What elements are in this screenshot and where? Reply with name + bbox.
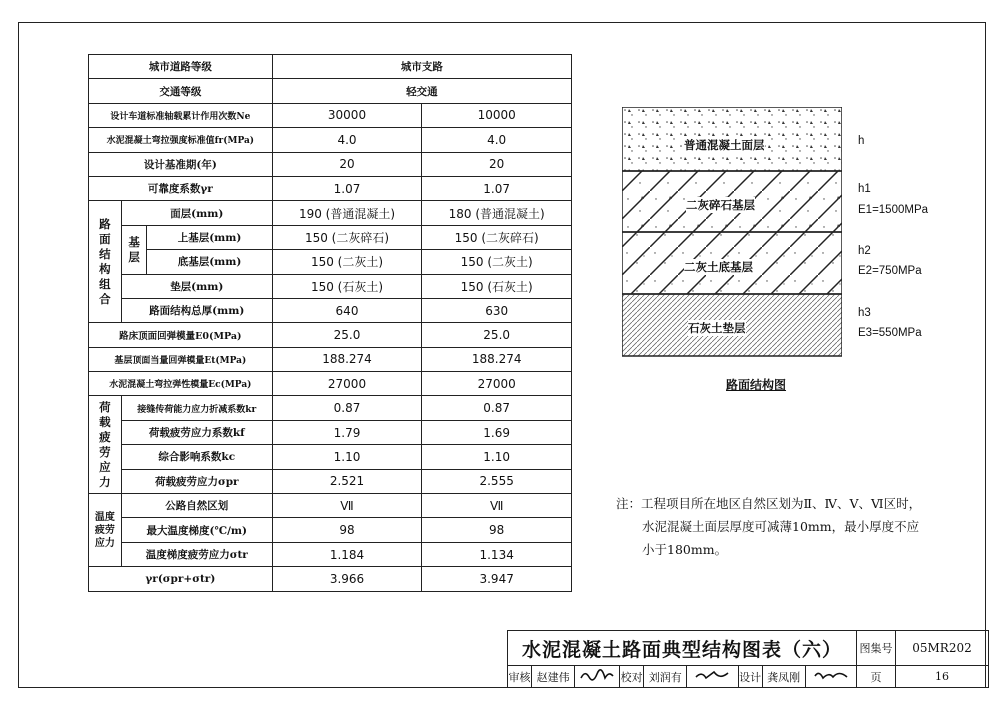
table-row	[89, 274, 572, 298]
h3-label: h3	[858, 307, 871, 319]
cell: 2.521	[272, 469, 422, 493]
cell: 1.79	[272, 420, 422, 444]
cell: 3.966	[272, 567, 422, 591]
cell: 190 (普通混凝土)	[272, 201, 422, 225]
table-row	[89, 347, 572, 371]
road-grade-value: 城市支路	[272, 55, 571, 79]
temp-group-label	[89, 494, 122, 567]
cell: 180 (普通混凝土)	[422, 201, 572, 225]
base-group-label	[121, 225, 147, 274]
cushion-label: 垫层(mm)	[121, 274, 272, 298]
table-row	[89, 396, 572, 420]
cell: 1.69	[422, 420, 572, 444]
table-row	[89, 225, 572, 249]
cell: 150 (二灰碎石)	[272, 225, 422, 249]
table-row	[89, 250, 572, 274]
e0-label: 路床顶面回弹模量E0(MPa)	[89, 323, 273, 347]
cell: 1.184	[272, 542, 422, 566]
page-number: 16	[896, 666, 989, 688]
table-row	[89, 542, 572, 566]
lower-base-label: 底基层(mm)	[147, 250, 272, 274]
kc-label: 综合影响系数kc	[121, 445, 272, 469]
h1-label: h1	[858, 183, 871, 195]
table-row	[89, 201, 572, 225]
designer-label: 设计	[738, 666, 762, 688]
designer-signature	[805, 666, 856, 688]
cell: 20	[272, 152, 422, 176]
surface-label: 面层(mm)	[121, 201, 272, 225]
checker-label: 校对	[620, 666, 644, 688]
cell: Ⅶ	[422, 494, 572, 518]
atlas-number: 05MR202	[896, 631, 989, 666]
page-label: 页	[857, 666, 896, 688]
table-row	[89, 494, 572, 518]
kr-label: 接缝传荷能力应力折减系数kr	[121, 396, 272, 420]
layer-label: 二灰土底基层	[684, 260, 753, 274]
pavement-structure-diagram	[622, 107, 929, 361]
fr-label: 水泥混凝土弯拉强度标准值fr(MPa)	[89, 128, 273, 152]
traffic-value: 轻交通	[272, 79, 571, 103]
cell: 10000	[422, 103, 572, 127]
cell: 98	[422, 518, 572, 542]
atlas-label: 图集号	[857, 631, 896, 666]
cell: 188.274	[422, 347, 572, 371]
cell: 150 (石灰土)	[422, 274, 572, 298]
zone-label: 公路自然区划	[121, 494, 272, 518]
table-row	[89, 152, 572, 176]
cell: 27000	[422, 372, 572, 396]
period-label: 设计基准期(年)	[89, 152, 273, 176]
temp-group-text: 温度疲劳应力	[94, 511, 115, 549]
cell: 1.134	[422, 542, 572, 566]
table-row	[89, 79, 572, 103]
note-line-2: 水泥混凝土面层厚度可减薄10mm，最小厚度不应	[642, 519, 920, 534]
table-row	[89, 176, 572, 200]
cell: 0.87	[272, 396, 422, 420]
reliability-label: 可靠度系数γr	[89, 176, 273, 200]
cell: 1.07	[272, 176, 422, 200]
str-label: 温度梯度疲劳应力σtr	[121, 542, 272, 566]
h-label: h	[858, 135, 865, 147]
layer-label: 普通混凝土面层	[684, 138, 765, 152]
ne-label: 设计车道标准轴载累计作用次数Ne	[89, 103, 273, 127]
load-group-label	[89, 396, 122, 494]
cell: 3.947	[422, 567, 572, 591]
cell: 4.0	[422, 128, 572, 152]
structure-group-text: 路面结构组合	[99, 216, 111, 306]
cell: 640	[272, 298, 422, 322]
base-group-text: 基层	[128, 234, 140, 264]
et-label: 基层顶面当量回弹模量Et(MPa)	[89, 347, 273, 371]
upper-base-label: 上基层(mm)	[147, 225, 272, 249]
cell: 188.274	[272, 347, 422, 371]
load-group-text: 荷载疲劳应力	[99, 399, 111, 489]
traffic-label: 交通等级	[89, 79, 273, 103]
cell: Ⅶ	[272, 494, 422, 518]
drawing-title: 水泥混凝土路面典型结构图表（六）	[508, 631, 857, 666]
cell: 4.0	[272, 128, 422, 152]
cell: 1.07	[422, 176, 572, 200]
h2-label: h2	[858, 245, 871, 257]
cell: 0.87	[422, 396, 572, 420]
table-row	[89, 518, 572, 542]
cell: 2.555	[422, 469, 572, 493]
e1-label: E1=1500MPa	[858, 204, 929, 216]
spr-label: 荷载疲劳应力σpr	[121, 469, 272, 493]
table-row	[89, 445, 572, 469]
table-row	[89, 103, 572, 127]
cell: 150 (二灰土)	[422, 250, 572, 274]
table-row	[89, 323, 572, 347]
cell: 25.0	[422, 323, 572, 347]
diagram-caption: 路面结构图	[726, 378, 787, 392]
cell: 150 (二灰碎石)	[422, 225, 572, 249]
e2-label: E2=750MPa	[858, 265, 922, 277]
table-row	[89, 298, 572, 322]
cell: 1.10	[422, 445, 572, 469]
table-row	[89, 567, 572, 591]
cell: 630	[422, 298, 572, 322]
ec-label: 水泥混凝土弯拉弹性模量Ec(MPa)	[89, 372, 273, 396]
table-row	[89, 372, 572, 396]
kf-label: 荷载疲劳应力系数kf	[121, 420, 272, 444]
parameter-table	[88, 54, 572, 592]
road-grade-label: 城市道路等级	[89, 55, 273, 79]
structure-group-label	[89, 201, 122, 323]
reviewer-signature	[575, 666, 620, 688]
designer-name: 龚凤刚	[762, 666, 805, 688]
cell: 150 (石灰土)	[272, 274, 422, 298]
cell: 20	[422, 152, 572, 176]
reviewer-name: 赵建伟	[532, 666, 575, 688]
table-row	[89, 469, 572, 493]
table-row	[89, 128, 572, 152]
total-label: 路面结构总厚(mm)	[121, 298, 272, 322]
grad-label: 最大温度梯度(℃/m)	[121, 518, 272, 542]
checker-name: 刘润有	[644, 666, 687, 688]
note-line-1: 注：工程项目所在地区自然区划为Ⅱ、Ⅳ、Ⅴ、Ⅵ区时，	[616, 496, 922, 511]
reviewer-label: 审核	[508, 666, 532, 688]
e3-label: E3=550MPa	[858, 327, 922, 339]
cell: 1.10	[272, 445, 422, 469]
note-text	[616, 492, 921, 561]
cell: 150 (二灰土)	[272, 250, 422, 274]
note-line-3: 小于180mm。	[642, 542, 728, 557]
cell: 98	[272, 518, 422, 542]
cell: 25.0	[272, 323, 422, 347]
table-row	[89, 55, 572, 79]
layer-label: 二灰碎石基层	[686, 198, 755, 212]
cell: 30000	[272, 103, 422, 127]
cell: 27000	[272, 372, 422, 396]
layer-label: 石灰土垫层	[688, 321, 746, 335]
sum-label: γr(σpr+σtr)	[89, 567, 273, 591]
title-block	[507, 630, 989, 688]
checker-signature	[687, 666, 738, 688]
table-row	[89, 420, 572, 444]
